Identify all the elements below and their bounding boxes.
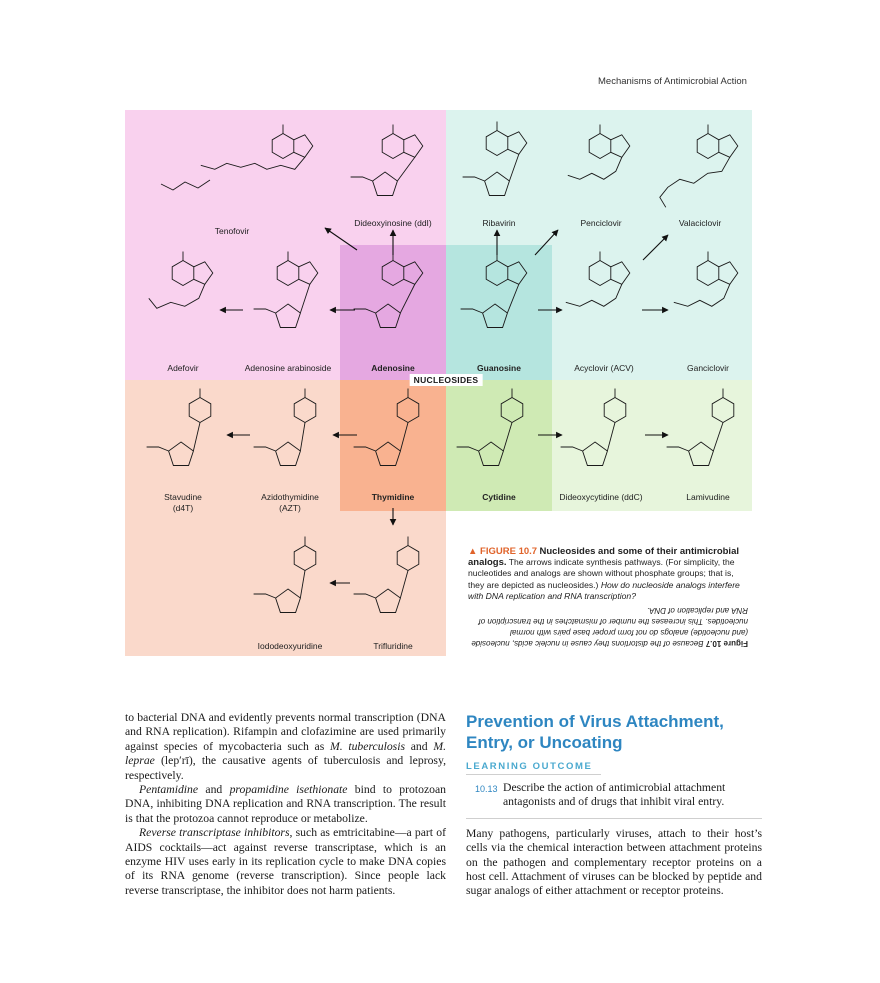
thymidine-structure-sugar-ring: [376, 442, 401, 466]
azt-structure-base-ring: [294, 398, 316, 423]
guanosine-structure-sugar-chain: [461, 309, 483, 313]
ddi-structure-sugar-ring: [373, 172, 398, 196]
label-ddi: Dideoxyinosine (ddI): [354, 218, 432, 228]
adenosine-structure-imidazole-ring: [404, 262, 423, 285]
label-azt: [261, 492, 319, 514]
arrow-guanosine-to-penciclovir: [535, 230, 558, 255]
thymidine-structure-glycosidic-bond: [400, 423, 408, 451]
ddc-structure-sugar-chain: [561, 447, 583, 451]
label-adenosine-arabinoside: Adenosine arabinoside: [244, 363, 332, 373]
ganciclovir-structure-imidazole-ring: [719, 262, 738, 285]
tenofovir-structure-base-ring: [272, 134, 294, 159]
section-title-line2: Entry, or Uncoating: [466, 733, 623, 752]
nucleosides-label: NUCLEOSIDES: [410, 374, 483, 386]
paragraph-reverse-transcriptase: Reverse transcriptase inhibitors, such as emtricitabine—a part of AIDS cocktails—act against reverse transcriptase, which is an enzyme HIV uses early in its replication cycle to make DNA copies of its RNA genome (reverse transcription). Since people lack reverse transcriptase, the inhibitor does not harm patients.: [125, 826, 446, 897]
ribavirin-structure-glycosidic-bond: [509, 154, 518, 181]
cytidine-structure-sugar-chain: [457, 447, 479, 451]
ddi-structure-base-ring: [382, 134, 404, 159]
tenofovir-structure-side-chain: [201, 157, 305, 169]
stavudine-structure-sugar-ring: [169, 442, 194, 466]
learning-outcome-heading: LEARNING OUTCOME: [466, 761, 601, 775]
left-text-column: [125, 711, 446, 898]
trifluridine-structure-glycosidic-bond: [400, 571, 408, 598]
guanosine-structure-imidazole-ring: [508, 262, 527, 285]
ganciclovir-structure-side-chain: [674, 284, 730, 306]
label-guanosine: Guanosine: [477, 363, 521, 373]
right-text-column: [466, 711, 762, 899]
lamivudine-structure-sugar-chain: [667, 447, 689, 451]
section-title: [466, 711, 762, 753]
adenosine-structure-glycosidic-bond: [400, 284, 414, 313]
ganciclovir-structure-base-ring: [697, 261, 719, 286]
learning-outcome-text: Describe the action of antimicrobial attachment antagonists and of drugs that inhibit viral entry.: [503, 781, 726, 809]
ddc-structure-base-ring: [604, 398, 626, 423]
valaciclovir-structure-side-chain: [660, 157, 730, 207]
adenosine-structure-sugar-ring: [376, 304, 401, 328]
ddi-structure-sugar-chain: [351, 177, 373, 181]
ara-a-structure-imidazole-ring: [299, 262, 318, 285]
azt-structure-glycosidic-bond: [300, 423, 305, 451]
label-azt-line1: Azidothymidine: [261, 492, 319, 502]
penciclovir-structure-side-chain: [568, 157, 622, 179]
thymidine-structure-sugar-chain: [354, 447, 376, 451]
stavudine-structure-sugar-chain: [147, 447, 169, 451]
label-ribavirin: Ribavirin: [482, 218, 516, 228]
stavudine-structure-glycosidic-bond: [193, 423, 200, 451]
thymidine-structure-base-ring: [397, 398, 419, 423]
figure-nucleoside-analogs: [125, 110, 752, 656]
label-stavudine-line2: (d4T): [172, 503, 194, 513]
arrow-acyclovir-to-valaciclovir: [643, 235, 668, 260]
label-valaciclovir: Valaciclovir: [678, 218, 722, 228]
acyclovir-structure-side-chain: [566, 284, 622, 306]
penciclovir-structure-imidazole-ring: [611, 135, 630, 158]
stavudine-structure-base-ring: [189, 398, 211, 423]
answer-label: Figure 10.7: [705, 639, 748, 648]
caption-answer-upside-down: [468, 605, 748, 649]
label-tenofovir: Tenofovir: [214, 226, 250, 236]
ddc-structure-glycosidic-bond: [607, 423, 615, 451]
label-ganciclovir: Ganciclovir: [686, 363, 730, 373]
valaciclovir-structure-base-ring: [697, 134, 719, 159]
ribavirin-structure-base-ring: [486, 131, 508, 156]
caption-text: The arrows indicate synthesis pathways. (For simplicity, the nucleotides and analogs are shown without phosphate groups; that is, they are depicted as nucleosides.): [468, 557, 735, 590]
tenofovir-structure-imidazole-ring: [294, 135, 313, 158]
ribavirin-structure-sugar-chain: [463, 177, 485, 181]
cytidine-structure-base-ring: [501, 398, 523, 423]
adefovir-structure-base-ring: [172, 261, 194, 286]
label-cytidine: Cytidine: [482, 492, 516, 502]
ribavirin-structure-sugar-ring: [485, 172, 510, 196]
lamivudine-structure-base-ring: [712, 398, 734, 423]
paragraph-pentamidine: Pentamidine and propamidine isethionate bind to protozoan DNA, inhibiting DNA replication and RNA transcription. The result is that the protozoa cannot reproduce or metabolize.: [125, 783, 447, 825]
idu-structure-glycosidic-bond: [300, 571, 305, 598]
cytidine-structure-sugar-ring: [479, 442, 504, 466]
adefovir-structure-side-chain: [149, 284, 205, 308]
ddi-structure-glycosidic-bond: [397, 157, 414, 181]
learning-outcome-number: 10.13: [475, 784, 498, 794]
label-ddc: Dideoxycytidine (ddC): [559, 492, 643, 502]
caption-question: How do nucleoside analogs interfere with DNA replication and RNA transcription?: [468, 579, 740, 601]
idu-structure-sugar-chain: [254, 594, 276, 598]
valaciclovir-structure-imidazole-ring: [719, 135, 738, 158]
label-iododeoxyuridine: Iododeoxyuridine: [257, 641, 323, 651]
caption-label: ▲ FIGURE 10.7: [468, 546, 538, 557]
guanosine-structure-base-ring: [486, 261, 508, 286]
trifluridine-structure-sugar-ring: [376, 589, 401, 613]
label-adefovir: Adefovir: [167, 363, 199, 373]
running-head: Mechanisms of Antimicrobial Action: [598, 76, 747, 87]
guanosine-structure-sugar-ring: [483, 304, 508, 328]
label-stavudine-line1: Stavudine: [164, 492, 202, 502]
ara-a-structure-glycosidic-bond: [300, 284, 309, 313]
label-azt-line2: (AZT): [279, 503, 301, 513]
cytidine-structure-glycosidic-bond: [503, 423, 512, 451]
adenosine-structure-base-ring: [382, 261, 404, 286]
arrow-adenosine-to-tenofovir: [325, 228, 357, 250]
azt-structure-sugar-chain: [254, 447, 276, 451]
ara-a-structure-sugar-chain: [254, 309, 276, 313]
caption-title: Nucleosides and some of their antimicrobial analogs.: [468, 546, 739, 569]
idu-structure-base-ring: [294, 546, 316, 571]
label-lamivudine: Lamivudine: [686, 492, 730, 502]
ara-a-structure-base-ring: [277, 261, 299, 286]
guanosine-structure-glycosidic-bond: [507, 284, 518, 313]
ribavirin-structure-imidazole-ring: [508, 132, 527, 155]
figure-caption: [468, 546, 748, 602]
ddc-structure-sugar-ring: [583, 442, 608, 466]
trifluridine-structure-sugar-chain: [354, 594, 376, 598]
penciclovir-structure-base-ring: [589, 134, 611, 159]
divider: [466, 818, 762, 819]
label-adenosine: Adenosine: [371, 363, 415, 373]
adenosine-structure-sugar-chain: [354, 309, 376, 313]
ddi-structure-imidazole-ring: [404, 135, 423, 158]
idu-structure-sugar-ring: [276, 589, 301, 613]
label-thymidine: Thymidine: [371, 492, 415, 502]
label-penciclovir: Penciclovir: [580, 218, 622, 228]
label-trifluridine: Trifluridine: [373, 641, 413, 651]
label-acyclovir: Acyclovir (ACV): [574, 363, 634, 373]
paragraph-attachment: Many pathogens, particularly viruses, attach to their host’s cells via the chemical interaction between attachment proteins on the pathogen and complementary receptor proteins on a host cell. Attachment of viruses can be blocked by peptide and sugar analogs of either attachment or receptor proteins.: [466, 826, 762, 898]
lamivudine-structure-glycosidic-bond: [713, 423, 723, 451]
ara-a-structure-sugar-ring: [276, 304, 301, 328]
tenofovir-structure-ester-chain: [161, 180, 210, 190]
azt-structure-sugar-ring: [276, 442, 301, 466]
answer-text: Because of the distortions they cause in nucleic acids, nucleoside (and nucleotide) analogs do not form proper base pairs with normal nucleotides. This increases the number of mismatches in the transcription of RNA and replication of DNA.: [471, 606, 748, 648]
adefovir-structure-imidazole-ring: [194, 262, 213, 285]
trifluridine-structure-base-ring: [397, 546, 419, 571]
label-stavudine: [164, 492, 202, 514]
paragraph-rifampin: to bacterial DNA and evidently prevents normal transcription (DNA and RNA replication). Rifampin and clofazimine are used primarily against species of mycobacteria such as M. tuberculosis and M. leprae (lep′rī), the causative agents of tuberculosis and leprosy, respectively.: [125, 711, 446, 782]
learning-outcome-item: [466, 781, 762, 810]
acyclovir-structure-base-ring: [589, 261, 611, 286]
lamivudine-structure-sugar-ring: [689, 442, 714, 466]
acyclovir-structure-imidazole-ring: [611, 262, 630, 285]
section-title-line1: Prevention of Virus Attachment,: [466, 712, 724, 731]
